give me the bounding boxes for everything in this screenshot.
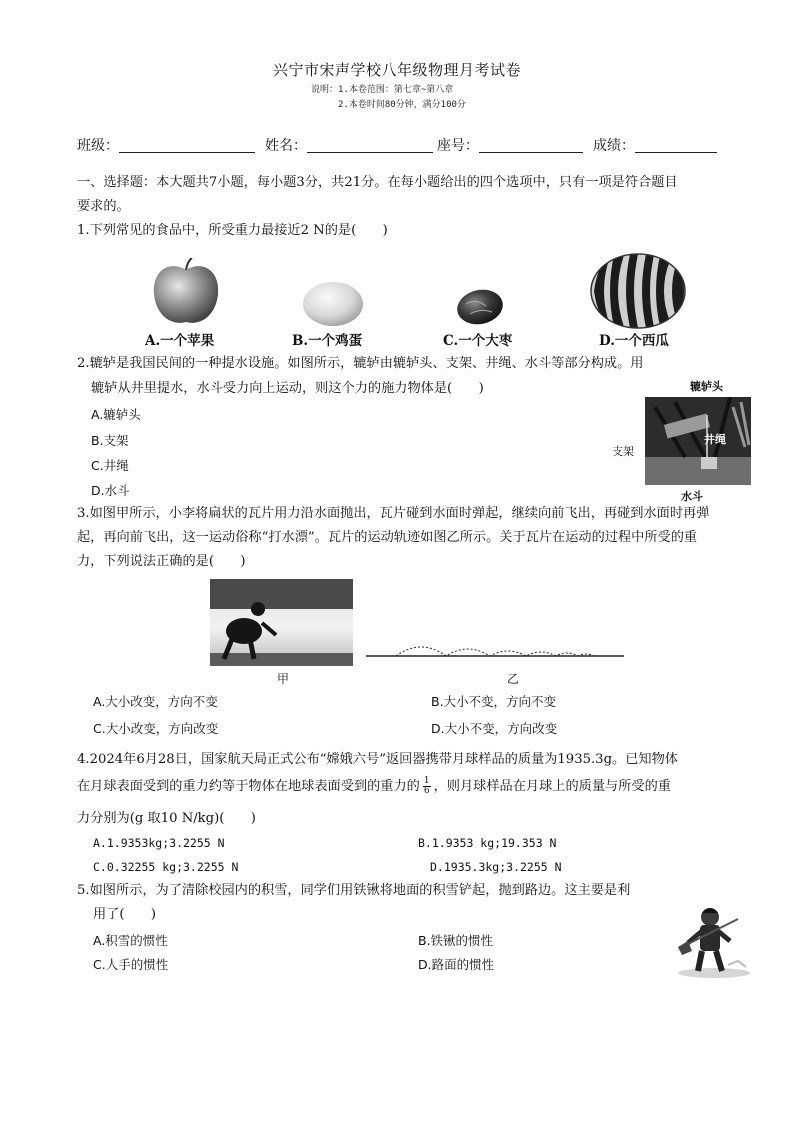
q3-stem-line2: 起，再向前飞出，这一运动俗称“打水漂”。瓦片的运动轨迹如图乙所示。关于瓦片在运动的过程中所受的重 — [77, 530, 698, 545]
windlass-photo — [645, 397, 751, 485]
q4-stem-line2-b: ，则月球样品在月球上的质量与所受的重 — [433, 779, 671, 794]
q5-option-a[interactable]: A.积雪的惯性 — [93, 933, 168, 948]
fraction-denominator: 6 — [423, 786, 430, 796]
q5-stem-line1: 5.如图所示，为了清除校园内的积雪，同学们用铁锹将地面的积雪铲起，抛到路边。这主要是利 — [77, 883, 631, 898]
name-label: 姓名： — [265, 138, 307, 154]
q2-option-a[interactable]: A.辘轳头 — [91, 407, 141, 422]
label-bucket: 水斗 — [681, 490, 703, 503]
seat-label: 座号： — [437, 138, 479, 154]
q3-option-b[interactable]: B.大小不变，方向不变 — [431, 694, 557, 709]
shoveling-snow-image — [672, 905, 752, 979]
q5-option-b[interactable]: B.铁锹的惯性 — [418, 933, 494, 948]
q3-stem-line3: 力，下列说法正确的是( ) — [77, 554, 246, 569]
q3-option-d[interactable]: D.大小不变，方向改变 — [431, 721, 558, 736]
figure-label-a: 甲 — [277, 672, 290, 686]
label-rope: 井绳 — [704, 433, 726, 446]
q4-stem-line2-a: 在月球表面受到的重力约等于物体在地球表面受到的重力的 — [77, 779, 420, 794]
exam-note-time: 2.本卷时间80分钟，满分100分 — [338, 100, 466, 110]
q3-option-a[interactable]: A.大小改变，方向不变 — [93, 694, 218, 709]
apple-image — [150, 258, 222, 328]
score-field — [593, 135, 717, 155]
q2-option-d[interactable]: D.水斗 — [91, 483, 130, 498]
score-label: 成绩： — [593, 138, 635, 154]
q1-option-d[interactable]: D.一个西瓜 — [599, 333, 669, 349]
q5-option-c[interactable]: C.人手的惯性 — [93, 957, 169, 972]
q5-stem-line2: 用了( ) — [93, 907, 157, 922]
q1-option-c[interactable]: C.一个大枣 — [443, 333, 513, 349]
jujube-image — [456, 288, 504, 326]
q2-stem-line2: 辘轳从井里提水，水斗受力向上运动，则这个力的施力物体是( ) — [91, 381, 484, 396]
q4-option-b[interactable]: B.1.9353 kg;19.353 N — [418, 836, 557, 850]
fraction-one-sixth — [423, 777, 431, 796]
score-blank[interactable] — [635, 138, 717, 153]
q4-stem-line2 — [77, 776, 671, 798]
q3-stem-line1: 3.如图甲所示，小李将扁状的瓦片用力沿水面抛出，瓦片碰到水面时弹起，继续向前飞出，再碰到水面时再弹 — [77, 506, 710, 521]
q2-stem-line1: 2.辘轳是我国民间的一种提水设施。如图所示，辘轳由辘轳头、支架、井绳、水斗等部分构成。用 — [77, 356, 644, 371]
name-blank[interactable] — [307, 138, 433, 153]
q5-option-d[interactable]: D.路面的惯性 — [418, 957, 495, 972]
stone-skipping-photo — [210, 579, 353, 666]
fraction-numerator: 1 — [423, 776, 430, 786]
egg-image — [302, 281, 364, 327]
q1-option-b[interactable]: B.一个鸡蛋 — [292, 333, 363, 349]
trajectory-figure — [366, 636, 624, 660]
q1-option-a[interactable]: A.一个苹果 — [145, 333, 215, 349]
watermelon-image — [590, 253, 686, 329]
q4-stem-line3: 力分别为(g 取10 N/kg)( ) — [77, 811, 256, 826]
section-heading-line2: 要求的。 — [77, 199, 130, 214]
q3-option-c[interactable]: C.大小改变，方向改变 — [93, 721, 219, 736]
seat-blank[interactable] — [479, 138, 583, 153]
class-field — [77, 135, 255, 155]
q2-option-c[interactable]: C.井绳 — [91, 458, 129, 473]
q4-stem-line1: 4.2024年6月28日，国家航天局正式公布“嫦娥六号”返回器携带月球样品的质量为1935.3g。已知物体 — [77, 752, 678, 767]
class-label: 班级： — [77, 138, 119, 154]
q4-option-c[interactable]: C.0.32255 kg;3.2255 N — [93, 860, 239, 874]
exam-title: 兴宁市宋声学校八年级物理月考试卷 — [272, 61, 521, 79]
q2-option-b[interactable]: B.支架 — [91, 433, 129, 448]
label-frame: 支架 — [612, 445, 634, 458]
exam-note-scope: 说明：1.本卷范围：第七章~第八章 — [311, 85, 454, 95]
label-windlass-head: 辘轳头 — [690, 380, 723, 393]
figure-label-b: 乙 — [507, 672, 520, 686]
q1-stem: 1.下列常见的食品中，所受重力最接近2 N的是( ) — [77, 223, 388, 238]
class-blank[interactable] — [119, 138, 255, 153]
q4-option-a[interactable]: A.1.9353kg;3.2255 N — [93, 836, 225, 850]
seat-field — [437, 135, 583, 155]
section-heading-line1: 一、选择题：本大题共7小题，每小题3分，共21分。在每小题给出的四个选项中，只有一项是符合题目 — [77, 175, 678, 190]
name-field — [265, 135, 433, 155]
q4-option-d[interactable]: D.1935.3kg;3.2255 N — [430, 860, 562, 874]
